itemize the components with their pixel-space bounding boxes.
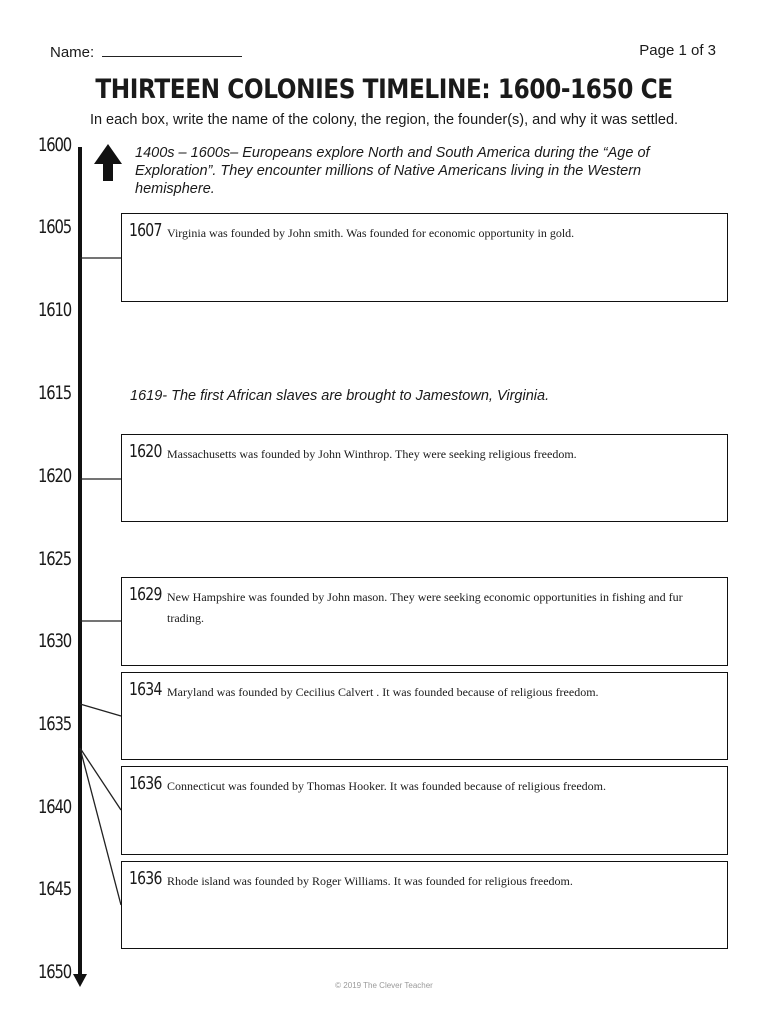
entry-year: 1636 xyxy=(129,773,162,794)
year-label-1635: 1635 xyxy=(38,713,72,735)
entry-text: Maryland was founded by Cecilius Calvert . It was founded because of religious freedom. xyxy=(167,685,599,699)
entry-year: 1634 xyxy=(129,679,162,700)
entry-text: Connecticut was founded by Thomas Hooker. It was founded because of religious freedom. xyxy=(167,779,606,793)
exploration-note: 1400s – 1600s– Europeans explore North and South America during the “Age of Exploration”. They encounter millions of Native Americans living in the Western hemisphere. xyxy=(135,145,650,197)
year-label-1645: 1645 xyxy=(38,878,72,900)
entry-box-connecticut[interactable] xyxy=(121,766,728,855)
entry-text: Virginia was founded by John smith. Was founded for economic opportunity in gold. xyxy=(167,226,575,240)
year-label-1640: 1640 xyxy=(38,796,72,818)
entry-text: Rhode island was founded by Roger Williams. It was founded for religious freedom. xyxy=(167,874,573,888)
instructions: In each box, write the name of the colony, the region, the founder(s), and why it was settled. xyxy=(89,112,679,128)
connector-1636-ct xyxy=(80,748,121,810)
year-label-1600: 1600 xyxy=(38,134,72,156)
page-number: Page 1 of 3 xyxy=(639,42,716,59)
year-label-1610: 1610 xyxy=(38,299,72,321)
entry-box-maryland[interactable] xyxy=(121,672,728,760)
slaves-note: 1619- The first African slaves are brought to Jamestown, Virginia. xyxy=(130,388,550,404)
entry-year: 1607 xyxy=(129,220,162,241)
entry-text: New Hampshire was founded by John mason. They were seeking economic opportunities in fishing and fur trading. xyxy=(167,590,683,625)
worksheet-title: THIRTEEN COLONIES TIMELINE: 1600-1650 CE xyxy=(95,74,673,105)
year-label-1630: 1630 xyxy=(38,630,72,652)
entry-year: 1636 xyxy=(129,868,162,889)
entry-box-massachusetts[interactable] xyxy=(121,434,728,522)
year-label-1615: 1615 xyxy=(38,382,72,404)
year-label-1605: 1605 xyxy=(38,216,72,238)
year-label-1620: 1620 xyxy=(38,465,72,487)
entry-year: 1629 xyxy=(129,584,162,605)
entry-box-virginia[interactable] xyxy=(121,213,728,302)
copyright-footer: © 2019 The Clever Teacher xyxy=(335,981,433,990)
up-arrow-icon xyxy=(94,144,122,181)
entry-box-rhode-island[interactable] xyxy=(121,861,728,949)
year-label-1625: 1625 xyxy=(38,548,72,570)
entry-box-new-hampshire[interactable] xyxy=(121,577,728,666)
entry-year: 1620 xyxy=(129,441,162,462)
connector-1634 xyxy=(80,704,121,716)
year-label-1650: 1650 xyxy=(38,961,72,983)
connector-1636-ri xyxy=(80,748,121,905)
name-label: Name: xyxy=(50,44,95,61)
entry-text: Massachusetts was founded by John Winthrop. They were seeking religious freedom. xyxy=(167,447,577,461)
